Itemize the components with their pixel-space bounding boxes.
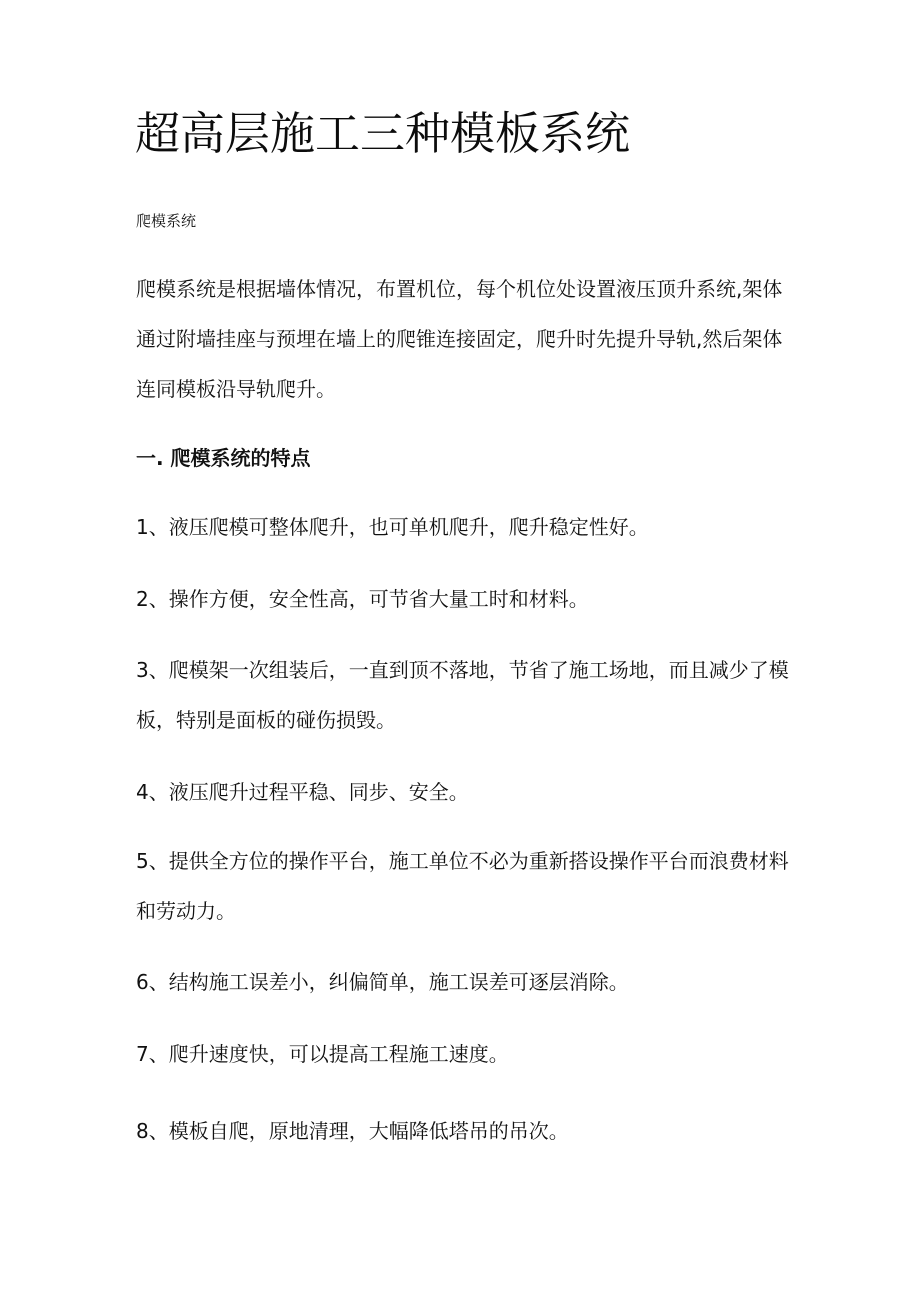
document-title: 超高层施工三种模板系统	[135, 107, 631, 160]
feature-item-6	[136, 957, 796, 1007]
feature-item-8	[136, 1106, 796, 1156]
feature-item-line: 5、提供全方位的操作平台，施工单位不必为重新搭设操作平台而浪费材料	[136, 849, 789, 873]
feature-item-1	[136, 502, 796, 552]
intro-line: 连同模板沿导轨爬升。	[136, 377, 336, 401]
feature-item-5	[136, 836, 796, 936]
intro-paragraph	[136, 264, 796, 414]
intro-line: 爬模系统是根据墙体情况，布置机位，每个机位处设置液压顶升系统,架体	[136, 277, 783, 301]
feature-item-line: 6、结构施工误差小，纠偏简单，施工误差可逐层消除。	[136, 970, 629, 994]
feature-item-2	[136, 574, 796, 624]
feature-item-line: 3、爬模架一次组装后，一直到顶不落地，节省了施工场地，而且减少了模	[136, 658, 789, 682]
feature-item-4	[136, 767, 796, 817]
intro-line: 通过附墙挂座与预埋在墙上的爬锥连接固定，爬升时先提升导轨,然后架体	[136, 327, 783, 351]
feature-item-7	[136, 1029, 796, 1079]
feature-item-3	[136, 645, 796, 745]
section-heading: 一. 爬模系统的特点	[136, 446, 311, 470]
feature-item-line: 7、爬升速度快，可以提高工程施工速度。	[136, 1042, 509, 1066]
section-subtitle: 爬模系统	[136, 212, 197, 230]
feature-item-line: 和劳动力。	[136, 899, 236, 923]
feature-item-line: 板，特别是面板的碰伤损毁。	[136, 708, 396, 732]
feature-item-line: 8、模板自爬，原地清理，大幅降低塔吊的吊次。	[136, 1119, 569, 1143]
feature-item-line: 2、操作方便，安全性高，可节省大量工时和材料。	[136, 587, 589, 611]
feature-item-line: 1、液压爬模可整体爬升，也可单机爬升，爬升稳定性好。	[136, 515, 649, 539]
feature-item-line: 4、液压爬升过程平稳、同步、安全。	[136, 780, 469, 804]
